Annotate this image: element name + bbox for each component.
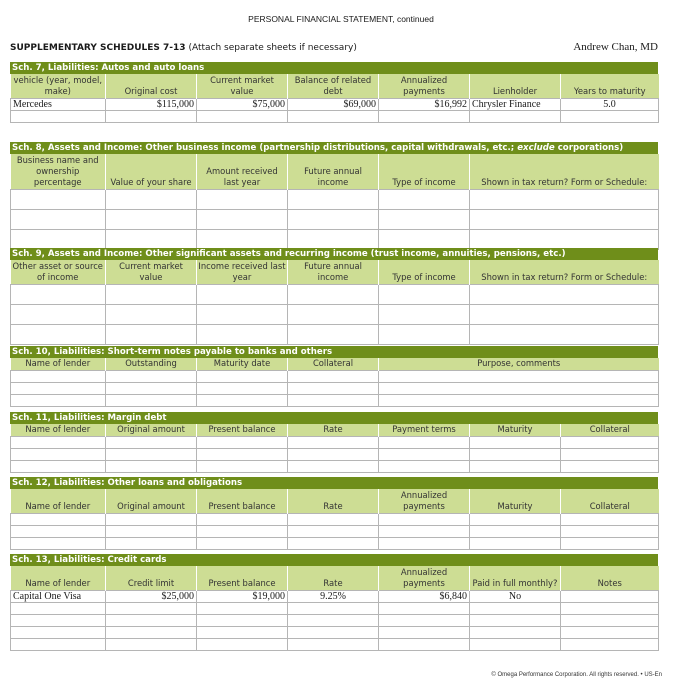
table-cell[interactable] — [470, 537, 561, 549]
table-cell[interactable] — [561, 590, 659, 602]
column-header: Original cost — [106, 74, 197, 98]
table-row — [11, 229, 659, 249]
table-cell[interactable] — [379, 602, 470, 614]
table-cell[interactable] — [470, 324, 659, 344]
table-cell[interactable] — [470, 304, 659, 324]
table-cell[interactable]: 5.0 — [561, 98, 659, 110]
table-cell[interactable] — [106, 209, 197, 229]
table-row — [11, 461, 659, 473]
table-cell[interactable] — [288, 284, 379, 304]
table-cell[interactable] — [470, 437, 561, 449]
table-cell[interactable] — [288, 395, 379, 407]
schedule-13-table — [10, 566, 659, 651]
schedule-9-title: Sch. 9, Assets and Income: Other significant assets and recurring income (trust income, annuities, pensions, etc.) — [10, 248, 658, 260]
schedule-9-table — [10, 260, 659, 345]
column-header: Future annual income — [288, 154, 379, 189]
schedule-12-title: Sch. 12, Liabilities: Other loans and obligations — [10, 477, 658, 489]
table-cell[interactable] — [288, 614, 379, 626]
table-cell[interactable] — [470, 614, 561, 626]
column-header: Annualized payments — [379, 489, 470, 513]
table-cell[interactable] — [11, 614, 106, 626]
table-cell[interactable] — [106, 525, 197, 537]
table-cell[interactable] — [379, 638, 470, 650]
column-header: Name of lender — [11, 424, 106, 437]
table-cell[interactable] — [379, 189, 470, 209]
schedule-13 — [10, 554, 658, 651]
table-cell[interactable] — [561, 602, 659, 614]
table-cell[interactable] — [470, 525, 561, 537]
column-header: Name of lender — [11, 358, 106, 371]
table-cell[interactable] — [470, 284, 659, 304]
column-header: Original amount — [106, 424, 197, 437]
table-cell[interactable] — [470, 229, 659, 249]
schedule-7-title: Sch. 7, Liabilities: Autos and auto loans — [10, 62, 658, 74]
table-cell[interactable] — [470, 209, 659, 229]
table-cell[interactable] — [106, 371, 197, 383]
table-cell[interactable]: $25,000 — [106, 590, 197, 602]
table-cell[interactable] — [11, 324, 106, 344]
table-cell[interactable] — [11, 110, 106, 122]
table-cell[interactable] — [561, 449, 659, 461]
table-row — [11, 110, 659, 122]
schedule-12 — [10, 477, 658, 550]
table-row — [11, 395, 659, 407]
column-header: Type of income — [379, 154, 470, 189]
table-cell[interactable] — [11, 209, 106, 229]
table-row — [11, 209, 659, 229]
table-cell[interactable] — [106, 383, 197, 395]
column-header: Paid in full monthly? — [470, 566, 561, 590]
column-header: Present balance — [197, 489, 288, 513]
table-cell[interactable]: No — [470, 590, 561, 602]
table-cell[interactable] — [288, 513, 379, 525]
table-row — [11, 189, 659, 209]
column-header: Collateral — [561, 424, 659, 437]
column-header: Amount received last year — [197, 154, 288, 189]
schedule-10-title: Sch. 10, Liabilities: Short-term notes payable to banks and others — [10, 346, 658, 358]
table-cell[interactable] — [288, 229, 379, 249]
table-cell[interactable] — [106, 537, 197, 549]
table-row — [11, 449, 659, 461]
table-cell[interactable] — [470, 449, 561, 461]
table-cell[interactable] — [288, 110, 379, 122]
column-header: Business name and ownership percentage — [11, 154, 106, 189]
table-row — [11, 513, 659, 525]
table-cell[interactable]: $19,000 — [197, 590, 288, 602]
table-cell[interactable] — [197, 449, 288, 461]
copyright-footer: © Omega Performance Corporation. All rights reserved. • US-En — [491, 672, 662, 678]
table-cell[interactable] — [11, 449, 106, 461]
table-cell[interactable] — [379, 395, 659, 407]
table-cell[interactable] — [106, 437, 197, 449]
table-cell[interactable] — [379, 449, 470, 461]
table-cell[interactable] — [288, 437, 379, 449]
schedule-8 — [10, 142, 658, 250]
table-cell[interactable] — [106, 189, 197, 209]
table-cell[interactable] — [379, 209, 470, 229]
column-header: Credit limit — [106, 566, 197, 590]
table-cell[interactable]: $75,000 — [197, 98, 288, 110]
table-cell[interactable] — [288, 537, 379, 549]
table-cell[interactable] — [561, 614, 659, 626]
table-cell[interactable] — [106, 626, 197, 638]
table-cell[interactable] — [561, 626, 659, 638]
table-cell[interactable] — [379, 525, 470, 537]
table-cell[interactable] — [197, 461, 288, 473]
column-header: Balance of related debt — [288, 74, 379, 98]
column-header: Rate — [288, 489, 379, 513]
table-cell[interactable] — [379, 229, 470, 249]
page-header: PERSONAL FINANCIAL STATEMENT, continued — [248, 14, 434, 24]
table-row — [11, 590, 659, 602]
schedule-13-title: Sch. 13, Liabilities: Credit cards — [10, 554, 658, 566]
table-row — [11, 525, 659, 537]
table-cell[interactable] — [106, 513, 197, 525]
table-row — [11, 626, 659, 638]
column-header: Maturity — [470, 489, 561, 513]
table-cell[interactable] — [11, 371, 106, 383]
column-header: Other asset or source of income — [11, 260, 106, 284]
table-cell[interactable] — [106, 324, 197, 344]
table-cell[interactable] — [106, 284, 197, 304]
table-cell[interactable]: 9.25% — [288, 590, 379, 602]
table-cell[interactable] — [379, 614, 470, 626]
table-cell[interactable] — [106, 304, 197, 324]
table-cell[interactable] — [197, 324, 288, 344]
table-cell[interactable] — [106, 614, 197, 626]
table-cell[interactable] — [106, 449, 197, 461]
table-cell[interactable] — [470, 626, 561, 638]
table-cell[interactable]: $115,000 — [106, 98, 197, 110]
table-cell[interactable]: $69,000 — [288, 98, 379, 110]
table-cell[interactable] — [106, 638, 197, 650]
table-row — [11, 614, 659, 626]
table-cell[interactable] — [379, 371, 659, 383]
table-cell[interactable] — [197, 371, 288, 383]
column-header: Present balance — [197, 424, 288, 437]
schedule-7 — [10, 62, 658, 123]
column-header: Annualized payments — [379, 74, 470, 98]
table-cell[interactable] — [470, 602, 561, 614]
schedule-12-table — [10, 489, 659, 550]
schedule-11-table — [10, 424, 659, 473]
column-header: Shown in tax return? Form or Schedule: — [470, 260, 659, 284]
table-cell[interactable] — [561, 461, 659, 473]
table-cell[interactable] — [561, 110, 659, 122]
table-row — [11, 371, 659, 383]
table-cell[interactable] — [379, 537, 470, 549]
column-header: Present balance — [197, 566, 288, 590]
table-cell[interactable] — [379, 284, 470, 304]
table-cell[interactable] — [106, 461, 197, 473]
table-cell[interactable] — [561, 437, 659, 449]
table-cell[interactable] — [197, 513, 288, 525]
table-cell[interactable] — [197, 638, 288, 650]
schedule-10 — [10, 346, 658, 407]
schedule-11-title: Sch. 11, Liabilities: Margin debt — [10, 412, 658, 424]
table-cell[interactable] — [197, 110, 288, 122]
table-cell[interactable]: Mercedes — [11, 98, 106, 110]
column-header: Current market value — [106, 260, 197, 284]
column-header: Current market value — [197, 74, 288, 98]
column-header: Rate — [288, 424, 379, 437]
table-cell[interactable] — [11, 626, 106, 638]
table-cell[interactable] — [379, 461, 470, 473]
table-row — [11, 324, 659, 344]
table-cell[interactable] — [197, 209, 288, 229]
table-cell[interactable] — [288, 304, 379, 324]
table-cell[interactable] — [561, 513, 659, 525]
table-cell[interactable] — [379, 437, 470, 449]
table-cell[interactable] — [379, 513, 470, 525]
column-header: Value of your share — [106, 154, 197, 189]
table-cell[interactable] — [288, 324, 379, 344]
table-row — [11, 437, 659, 449]
table-cell[interactable] — [561, 638, 659, 650]
table-cell[interactable] — [197, 395, 288, 407]
table-row — [11, 602, 659, 614]
column-header: Maturity — [470, 424, 561, 437]
table-cell[interactable] — [288, 371, 379, 383]
table-cell[interactable] — [11, 229, 106, 249]
table-cell[interactable] — [561, 537, 659, 549]
table-cell[interactable] — [288, 525, 379, 537]
table-cell[interactable] — [288, 449, 379, 461]
table-cell[interactable] — [288, 189, 379, 209]
schedules-title-note: (Attach separate sheets if necessary) — [188, 43, 357, 53]
schedule-8-title-a: Sch. 8, Assets and Income: Other business income (partnership distributions, capital withdrawals, etc.; — [12, 143, 518, 153]
column-header: vehicle (year, model, make) — [11, 74, 106, 98]
table-cell[interactable] — [106, 602, 197, 614]
column-header: Name of lender — [11, 489, 106, 513]
table-cell[interactable] — [288, 638, 379, 650]
table-cell[interactable] — [379, 383, 659, 395]
column-header: Collateral — [561, 489, 659, 513]
table-row — [11, 98, 659, 110]
column-header: Years to maturity — [561, 74, 659, 98]
table-cell[interactable] — [197, 189, 288, 209]
table-cell[interactable] — [106, 110, 197, 122]
column-header: Future annual income — [288, 260, 379, 284]
column-header: Collateral — [288, 358, 379, 371]
column-header: Name of lender — [11, 566, 106, 590]
table-cell[interactable] — [197, 614, 288, 626]
client-name: Andrew Chan, MD — [573, 41, 658, 53]
table-cell[interactable] — [470, 513, 561, 525]
table-cell[interactable] — [379, 324, 470, 344]
column-header: Annualized payments — [379, 566, 470, 590]
column-header: Shown in tax return? Form or Schedule: — [470, 154, 659, 189]
table-cell[interactable] — [11, 383, 106, 395]
table-cell[interactable] — [470, 638, 561, 650]
table-cell[interactable] — [11, 304, 106, 324]
schedules-title — [10, 43, 357, 53]
table-cell[interactable] — [197, 525, 288, 537]
schedule-11 — [10, 412, 658, 473]
column-header: Type of income — [379, 260, 470, 284]
column-header: Original amount — [106, 489, 197, 513]
table-cell[interactable] — [11, 537, 106, 549]
schedule-8-title-b: exclude — [517, 143, 555, 153]
table-cell[interactable] — [11, 284, 106, 304]
table-row — [11, 383, 659, 395]
column-header: Rate — [288, 566, 379, 590]
table-cell[interactable] — [11, 638, 106, 650]
table-cell[interactable]: Chrysler Finance — [470, 98, 561, 110]
table-cell[interactable] — [11, 525, 106, 537]
table-cell[interactable] — [106, 229, 197, 249]
column-header: Income received last year — [197, 260, 288, 284]
table-cell[interactable] — [11, 395, 106, 407]
table-cell[interactable] — [470, 110, 561, 122]
schedule-7-table — [10, 74, 659, 123]
table-cell[interactable] — [11, 461, 106, 473]
schedule-9 — [10, 248, 658, 345]
table-cell[interactable] — [470, 189, 659, 209]
table-cell[interactable] — [197, 626, 288, 638]
schedules-title-row — [10, 42, 658, 56]
table-cell[interactable]: $6,840 — [379, 590, 470, 602]
column-header: Payment terms — [379, 424, 470, 437]
table-cell[interactable] — [197, 537, 288, 549]
table-cell[interactable]: Capital One Visa — [11, 590, 106, 602]
table-cell[interactable] — [288, 626, 379, 638]
table-cell[interactable] — [288, 383, 379, 395]
schedules-title-bold: SUPPLEMENTARY SCHEDULES 7-13 — [10, 43, 186, 53]
schedule-8-table — [10, 154, 659, 250]
table-cell[interactable] — [197, 602, 288, 614]
table-cell[interactable]: $16,992 — [379, 98, 470, 110]
table-cell[interactable] — [11, 189, 106, 209]
table-cell[interactable] — [11, 602, 106, 614]
table-cell[interactable] — [288, 461, 379, 473]
table-cell[interactable] — [197, 284, 288, 304]
table-cell[interactable] — [470, 461, 561, 473]
table-cell[interactable] — [197, 229, 288, 249]
table-row — [11, 537, 659, 549]
table-cell[interactable] — [197, 304, 288, 324]
table-row — [11, 304, 659, 324]
table-cell[interactable] — [561, 525, 659, 537]
table-cell[interactable] — [379, 626, 470, 638]
table-cell[interactable] — [197, 437, 288, 449]
table-cell[interactable] — [288, 209, 379, 229]
schedule-8-title-c: corporations) — [554, 143, 624, 153]
table-cell[interactable] — [11, 437, 106, 449]
table-cell[interactable] — [379, 304, 470, 324]
table-row — [11, 638, 659, 650]
table-cell[interactable] — [379, 110, 470, 122]
table-cell[interactable] — [11, 513, 106, 525]
schedule-10-table — [10, 358, 659, 407]
column-header: Notes — [561, 566, 659, 590]
column-header: Outstanding — [106, 358, 197, 371]
table-row — [11, 284, 659, 304]
column-header: Maturity date — [197, 358, 288, 371]
schedule-8-title — [10, 142, 658, 154]
table-cell[interactable] — [288, 602, 379, 614]
table-cell[interactable] — [106, 395, 197, 407]
column-header: Lienholder — [470, 74, 561, 98]
table-cell[interactable] — [197, 383, 288, 395]
column-header: Purpose, comments — [379, 358, 659, 371]
